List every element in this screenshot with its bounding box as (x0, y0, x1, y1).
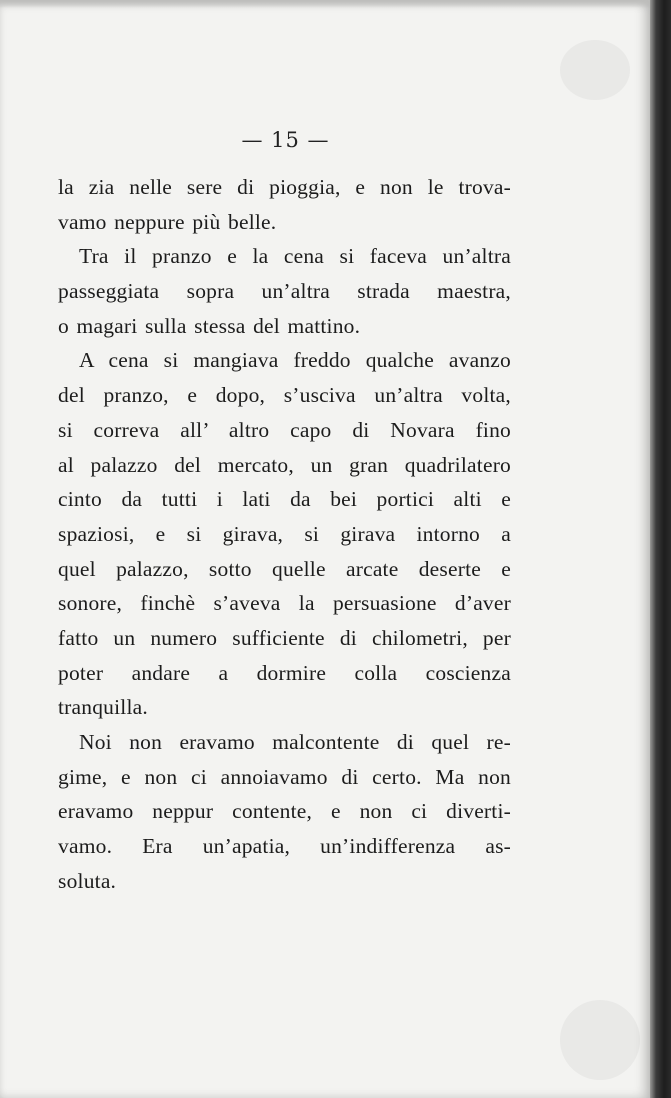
text-line: sonore, finchè s’aveva la persuasione d’aver (58, 591, 511, 616)
paper-stain (560, 40, 630, 100)
text-line: quel palazzo, sotto quelle arcate deserte e (58, 556, 511, 581)
text-line: fatto un numero sufficiente di chilometri, per (58, 625, 511, 650)
text-line: tranquilla. (58, 695, 148, 720)
text-line: cinto da tutti i lati da bei portici alti e (58, 487, 511, 512)
text-line: del pranzo, e dopo, s’usciva un’altra volta, (58, 383, 511, 408)
text-line: o magari sulla stessa del mattino. (58, 313, 361, 338)
text-line: Tra il pranzo e la cena si faceva un’altra (79, 244, 511, 269)
text-line: soluta. (58, 868, 117, 893)
text-line: gime, e non ci annoiavamo di certo. Ma non (58, 764, 511, 789)
text-line: Noi non eravamo malcontente di quel re- (79, 730, 511, 754)
text-line: al palazzo del mercato, un gran quadrilatero (58, 452, 511, 477)
text-line: A cena si mangiava freddo qualche avanzo (79, 348, 511, 373)
body-text (58, 170, 511, 898)
paper-stain (560, 1000, 640, 1080)
book-spine-edge (650, 0, 671, 1098)
page-number: — 15 — (241, 128, 330, 152)
text-line: vamo. Era un’apatia, un’indifferenza as- (58, 834, 511, 859)
text-line: eravamo neppur contente, e non ci diverti- (58, 799, 511, 824)
text-line: si correva all’ altro capo di Novara fino (58, 417, 511, 442)
text-line: spaziosi, e si girava, si girava intorno a (58, 521, 511, 546)
text-line: poter andare a dormire colla coscienza (58, 660, 511, 685)
text-line: la zia nelle sere di pioggia, e non le trova- (58, 175, 511, 199)
text-line: vamo neppure più belle. (58, 209, 277, 234)
page-top-shadow (0, 0, 650, 8)
text-line: passeggiata sopra un’altra strada maestra, (58, 279, 511, 304)
